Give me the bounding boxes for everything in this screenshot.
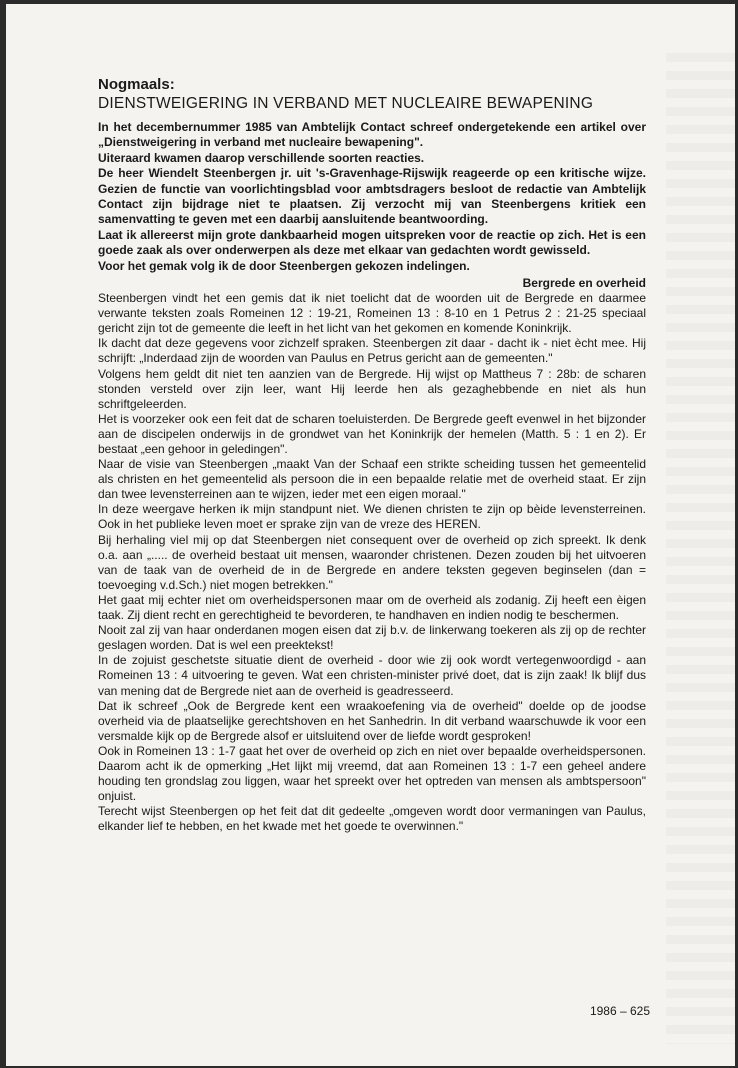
intro-paragraph: Voor het gemak volg ik de door Steenbergen gekozen indelingen. xyxy=(98,258,470,273)
body-paragraph: Nooit zal zij van haar onderdanen mogen eisen dat zij b.v. de linkerwang toekeren als zij op de rechter geslagen worden. Dat is wel een preektekst! xyxy=(98,623,646,653)
body-paragraph: Volgens hem geldt dit niet ten aanzien van de Bergrede. Hij wijst op Mattheus 7 : 28b: de scharen stonden versteld over zijn leer, want Hij leerde hen als gezaghebbende en niet als hun schriftgeleerden. xyxy=(98,366,646,411)
body-paragraph: In de zojuist geschetste situatie dient de overheid - door wie zij ook wordt vertegenwoordigd - aan Romeinen 13 : 4 uitvoering te geven. Wat een christen-minister privé doet, dat is zijn zaak! Ik blijf dus van mening dat de Bergrede niet aan de overheid is geadresseerd. xyxy=(98,653,646,698)
body-paragraph: Bij herhaling viel mij op dat Steenbergen niet consequent over de overheid op zich spreekt. Ik denk o.a. aan „..... de overheid bestaat uit mensen, waaronder christenen. Dezen zouden bij het uitvoeren van de taak van de overheid de in de Bergrede en andere teksten gegeven beginselen (dan = toevoeging v.d.Sch.) niet mogen betrekken." xyxy=(98,532,646,592)
intro-paragraph: De heer Wiendelt Steenbergen jr. uit 's-Gravenhage-Rijswijk reageerde op een kritische wijze. Gezien de functie van voorlichtingsblad voor ambtsdragers besloot de redactie van Ambtelijk Contact zijn bijdrage niet te plaatsen. Zij verzocht mij van Steenbergens kritiek een samenvatting te geven met een daarbij aansluitende beantwoording. xyxy=(98,166,646,227)
article-title: DIENSTWEIGERING IN VERBAND MET NUCLEAIRE BEWAPENING xyxy=(98,95,594,112)
article xyxy=(98,76,646,834)
article-label: Nogmaals: xyxy=(98,76,175,93)
section-heading: Bergrede en overheid xyxy=(522,276,646,291)
page-number: 1986 – 625 xyxy=(589,1004,650,1018)
body-paragraph: Steenbergen vindt het een gemis dat ik niet toelicht dat de woorden uit de Bergrede en daarmee verwante teksten zoals Romeinen 12 : 19-21, Romeinen 13 : 8-10 en 1 Petrus 2 : 21-25 speciaal gericht zijn tot de gemeente die leeft in het licht van het gekomen en komende Koninkrijk. xyxy=(98,291,646,336)
body-paragraph: Ook in Romeinen 13 : 1-7 gaat het over de overheid op zich en niet over bepaalde overheidspersonen. Daarom acht ik de opmerking „Het lijkt mij vreemd, dat aan Romeinen 13 : 1-7 een geheel andere houding ten grondslag zou liggen, waar het spreekt over het optreden van mensen als ambtspersoon" onjuist. xyxy=(98,743,646,804)
intro-paragraph: Laat ik allereerst mijn grote dankbaarheid mogen uitspreken voor de reactie op zich. Het is een goede zaak als over onderwerpen als deze met elkaar van gedachten wordt gewisseld. xyxy=(98,227,646,258)
body-paragraph: Het is voorzeker ook een feit dat de scharen toeluisterden. De Bergrede geeft evenwel in het bijzonder aan de discipelen onderwijs in de grondwet van het Koninkrijk der hemelen (Matth. 5 : 1 en 2). Er bestaat „een gehoor in geledingen". xyxy=(98,411,646,456)
intro-paragraph: Uiteraard kwamen daarop verschillende soorten reacties. xyxy=(98,150,425,165)
body-paragraph: In deze weergave herken ik mijn standpunt niet. We dienen christen te zijn op bèide levensterreinen. Ook in het publieke leven moet er sprake zijn van de vreze des HEREN. xyxy=(98,502,646,532)
intro-paragraph: In het decembernummer 1985 van Ambtelijk Contact schreef ondergetekende een artikel over „Dienstweigering in verband met nucleaire bewapening". xyxy=(98,120,646,150)
body-paragraph: Ik dacht dat deze gegevens voor zichzelf spraken. Steenbergen zit daar - dacht ik - niet ècht mee. Hij schrijft: „Inderdaad zijn de woorden van Paulus en Petrus gericht aan de gemeenten." xyxy=(98,336,646,366)
body-paragraph: Het gaat mij echter niet om overheidspersonen maar om de overheid als zodanig. Zij heeft een èigen taak. Zij dient recht en gerechtigheid te bevorderen, te handhaven en indien nodig te beschermen. xyxy=(98,592,646,623)
intro xyxy=(98,120,646,274)
show-through xyxy=(666,44,735,1044)
body-text xyxy=(98,291,646,834)
body-paragraph: Naar de visie van Steenbergen „maakt Van der Schaaf een strikte scheiding tussen het gemeentelid als christen en het gemeentelid als persoon die in een bepaalde relatie met de overheid staat. Er zijn dan twee levensterreinen aan te wijzen, ieder met een eigen moraal." xyxy=(98,457,646,502)
body-paragraph: Terecht wijst Steenbergen op het feit dat dit gedeelte „omgeven wordt door vermaningen van Paulus, elkander lief te hebben, en het kwade met het goede te overwinnen." xyxy=(98,804,646,834)
body-paragraph: Dat ik schreef „Ook de Bergrede kent een wraakoefening via de overheid" doelde op de joodse overheid via de plaatselijke gerechtshoven en het Sanhedrin. In dit verband waarschuwde ik voor een versmalde kijk op de Bergrede alsof er uitsluitend over de liefde wordt gesproken! xyxy=(98,698,646,743)
